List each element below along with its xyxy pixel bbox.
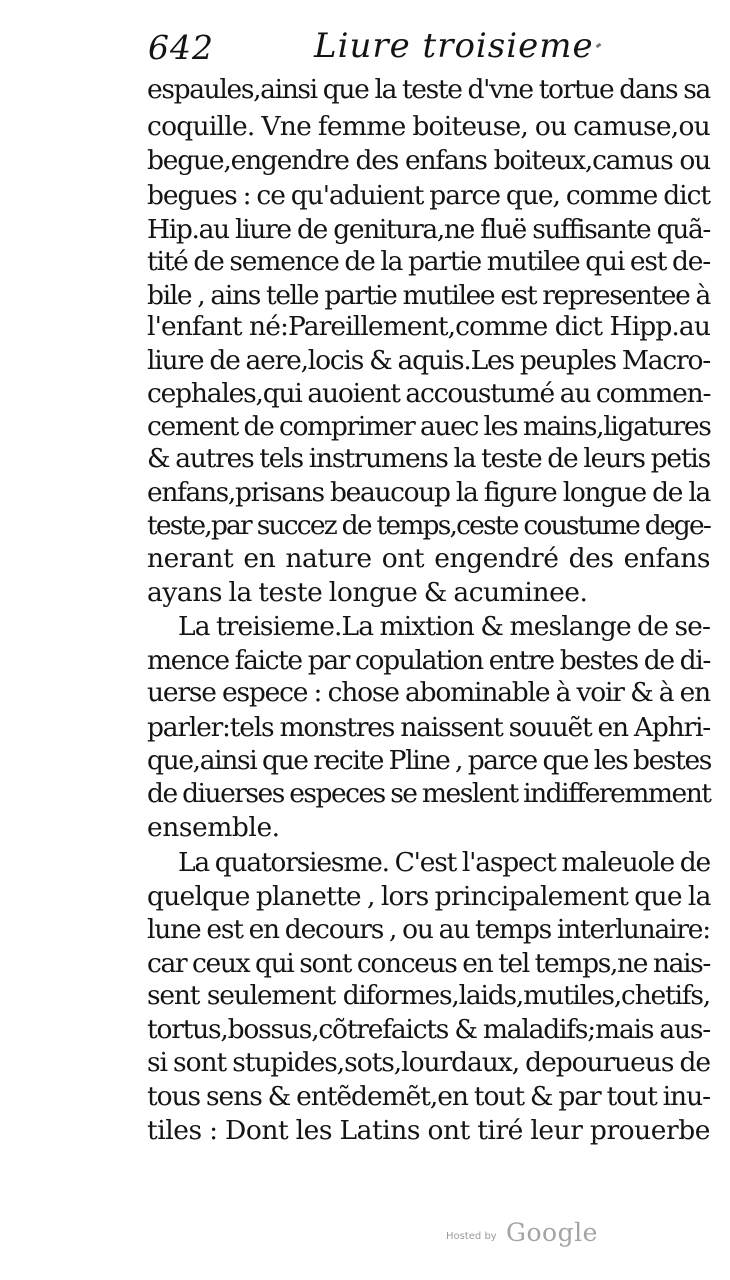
page-number: 642 [148,28,214,67]
text-line: de diuerses especes se meslent indifferemment [147,778,711,809]
running-head [148,26,618,72]
text-line: liure de aere,locis & aquis.Les peuples Macro- [147,345,710,376]
text-line: & autres tels instrumens la teste de leurs petis [147,443,710,474]
text-line: begue,engendre des enfans boiteux,camus ou [147,145,710,176]
text-line: enfans,prisans beaucoup la figure longue de la [147,477,710,508]
text-line: uerse espece : chose abominable à voir & à en [147,677,710,708]
text-line: car ceux qui sont conceus en tel temps,ne nais- [147,948,710,979]
text-line: coquille. Vne femme boiteuse, ou camuse,ou [147,111,710,142]
text-line: nerant en nature ont engendré des enfans [147,543,710,574]
text-line: que,ainsi que recite Pline , parce que les bestes [147,745,712,776]
text-line: bile , ains telle partie mutilee est representee à [147,280,710,311]
text-line: mence faicte par copulation entre bestes de di- [147,645,710,676]
paragraph-first-line: La treisieme.La mixtion & meslange de se- [178,611,710,642]
text-line: cephales,qui auoient accoustumé au commen- [147,378,711,409]
text-line: quelque planette , lors principalement que la [147,881,711,912]
text-line: begues : ce qu'aduient parce que, comme dict [147,180,710,211]
text-line: lune est en decours , ou au temps interlunaire: [147,914,710,945]
text-line: parler:tels monstres naissent souuẽt en Aphri- [147,712,710,743]
text-line: tiles : Dont les Latins ont tiré leur prouerbe [147,1115,710,1146]
text-line: l'enfant né:Pareillement,comme dict Hipp.au [147,311,710,342]
text-line: ensemble. [147,812,280,843]
text-line: cement de comprimer auec les mains,ligatures [147,411,711,442]
text-line: si sont stupides,sots,lourdaux, depourueus de [147,1047,710,1078]
text-line: ayans la teste longue & acuminee. [147,577,588,608]
text-line: espaules,ainsi que la teste d'vne tortue dans sa [147,74,710,105]
text-line: teste,par succez de temps,ceste coustume dege- [147,510,710,541]
text-line: Hip.au liure de genitura,ne fluë suffisante quã- [147,214,710,245]
hosted-by-label: Hosted by [446,1231,497,1242]
text-line: tortus,bossus,cõtrefaicts & maladifs;mais aus- [147,1014,710,1045]
text-line: tous sens & entẽdemẽt,en tout & par tout inu- [147,1081,710,1112]
text-line: tité de semence de la partie mutilee qui est de- [147,246,710,277]
book-title: Liure troisieme [314,26,594,66]
google-logo: Google [506,1218,598,1247]
paragraph-first-line: La quatorsiesme. C'est l'aspect maleuole de [178,847,710,878]
text-line: sent seulement diformes,laids,mutiles,chetifs, [147,980,710,1011]
